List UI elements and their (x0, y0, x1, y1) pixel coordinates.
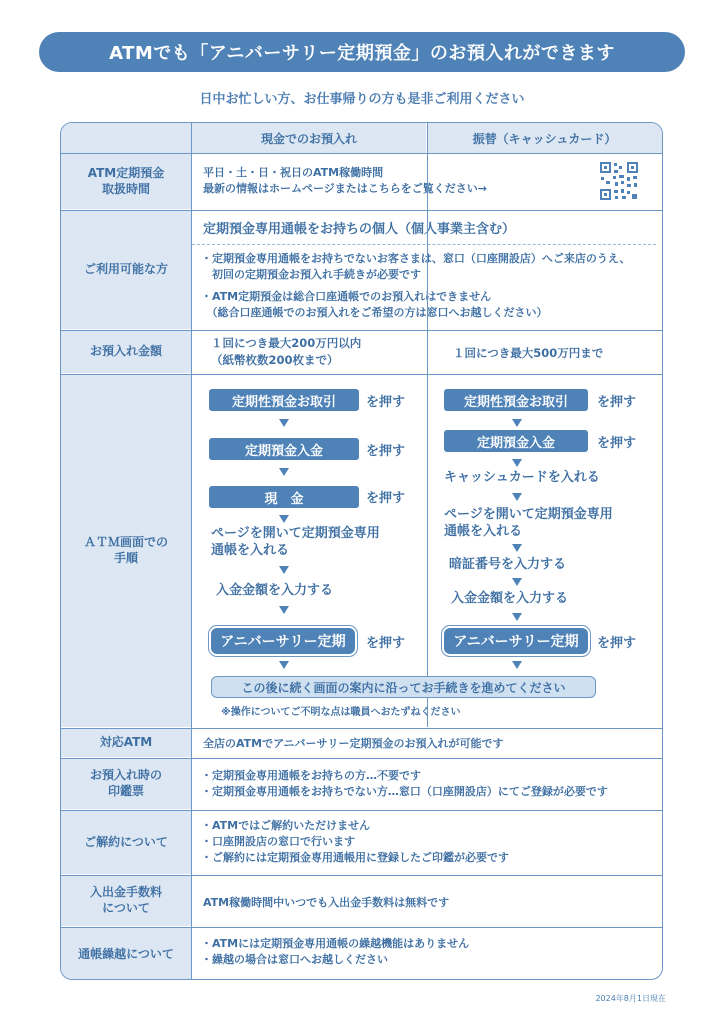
amount-transfer: １回につき最大500万円まで (453, 346, 604, 360)
push-label: を押す (597, 636, 637, 651)
label-cancel: ご解約について (61, 811, 191, 874)
header-blank (61, 123, 191, 153)
hours-text: 平日・土・日・祝日のATM稼働時間 最新の情報はホームページまたはこちらをご覧ください→ (203, 166, 487, 195)
final-instruction: この後に続く画面の案内に沿ってお手続きを進めてください (211, 676, 596, 698)
label-hours: ATM定期預金 取扱時間 (61, 154, 191, 209)
label-seal: お預入れ時の 印鑑票 (61, 759, 191, 809)
arrow-down-icon (512, 661, 522, 669)
subtitle: 日中お忙しい方、お仕事帰りの方も是非ご利用ください (199, 92, 525, 107)
carry-text: ・ATMには定期預金専用通帳の繰越機能はありません ・繰越の場合は窓口へお越しください (201, 937, 470, 966)
cash-btn-cash: 現 金 (209, 486, 359, 508)
qr-code-icon[interactable] (599, 161, 639, 201)
atm-text: 全店のATMでアニバーサリー定期預金のお預入れが可能です (203, 737, 504, 750)
push-label: を押す (366, 636, 406, 651)
label-eligible: ご利用可能な方 (61, 211, 191, 329)
label-fee: 入出金手数料 について (61, 876, 191, 926)
arrow-down-icon (279, 419, 289, 427)
arrow-down-icon (279, 566, 289, 574)
cash-step-amount: 入金金額を入力する (216, 583, 334, 598)
transfer-step-amount: 入金金額を入力する (451, 591, 569, 606)
eligible-note-2: ・ATM定期預金は総合口座通帳でのお預入れはできません （総合口座通帳でのお預入れをご希望の方は窓口へお越しください） (201, 290, 548, 319)
arrow-down-icon (512, 613, 522, 621)
transfer-btn-time-deposit: 定期性預金お取引 (444, 389, 588, 411)
arrow-down-icon (512, 578, 522, 586)
procedure-note: ※操作についてご不明な点は職員へおたずねください (221, 707, 461, 718)
transfer-step-pin: 暗証番号を入力する (449, 557, 567, 572)
cash-btn-deposit: 定期預金入金 (209, 438, 359, 460)
cash-step-passbook: ページを開いて定期預金専用 通帳を入れる (211, 526, 380, 558)
cash-btn-anniversary: アニバーサリー定期 (211, 628, 355, 654)
label-amount: お預入れ金額 (61, 331, 191, 373)
arrow-down-icon (279, 606, 289, 614)
arrow-down-icon (279, 468, 289, 476)
arrow-down-icon (279, 515, 289, 523)
eligible-main: 定期預金専用通帳をお持ちの個人（個人事業主含む） (203, 222, 516, 237)
cancel-text: ・ATMではご解約いただけません ・口座開設店の窓口で行います ・ご解約には定期預金専用通帳用に登録したご印鑑が必要です (201, 819, 509, 864)
arrow-down-icon (279, 661, 289, 669)
label-procedure: ＡＴＭ画面での 手順 (61, 375, 191, 727)
arrow-down-icon (512, 493, 522, 501)
transfer-btn-anniversary: アニバーサリー定期 (444, 628, 588, 654)
header-cash: 現金でのお預入れ (192, 123, 426, 153)
eligible-note-1: ・定期預金専用通帳をお持ちでないお客さまは、窓口（口座開設店）へご来店のうえ、 初回の定期預金お預入れ手続きが必要です (201, 252, 631, 281)
arrow-down-icon (512, 459, 522, 467)
transfer-btn-deposit: 定期預金入金 (444, 430, 588, 452)
label-atm: 対応ATM (61, 729, 191, 757)
amount-cash: １回につき最大200万円以内 （紙幣枚数200枚まで） (211, 336, 362, 367)
push-label: を押す (597, 436, 637, 451)
arrow-down-icon (512, 419, 522, 427)
push-label: を押す (366, 491, 406, 506)
cash-btn-time-deposit: 定期性預金お取引 (209, 389, 359, 411)
transfer-step-card: キャッシュカードを入れる (444, 470, 600, 485)
page-title: ATMでも「アニバーサリー定期預金」のお預入れができます (39, 32, 685, 72)
push-label: を押す (597, 395, 637, 410)
fee-text: ATM稼働時間中いつでも入出金手数料は無料です (203, 896, 450, 909)
push-label: を押す (366, 395, 406, 410)
header-transfer: 振替（キャッシュカード） (427, 123, 662, 153)
info-table (60, 122, 663, 980)
seal-text: ・定期預金専用通帳をお持ちの方…不要です ・定期預金専用通帳をお持ちでない方…窓口（口座開設店）にてご登録が必要です (201, 769, 608, 798)
date-note: 2024年8月1日現在 (595, 994, 666, 1003)
label-carry: 通帳繰越について (61, 928, 191, 980)
transfer-step-passbook: ページを開いて定期預金専用 通帳を入れる (444, 507, 613, 539)
arrow-down-icon (512, 544, 522, 552)
push-label: を押す (366, 444, 406, 459)
